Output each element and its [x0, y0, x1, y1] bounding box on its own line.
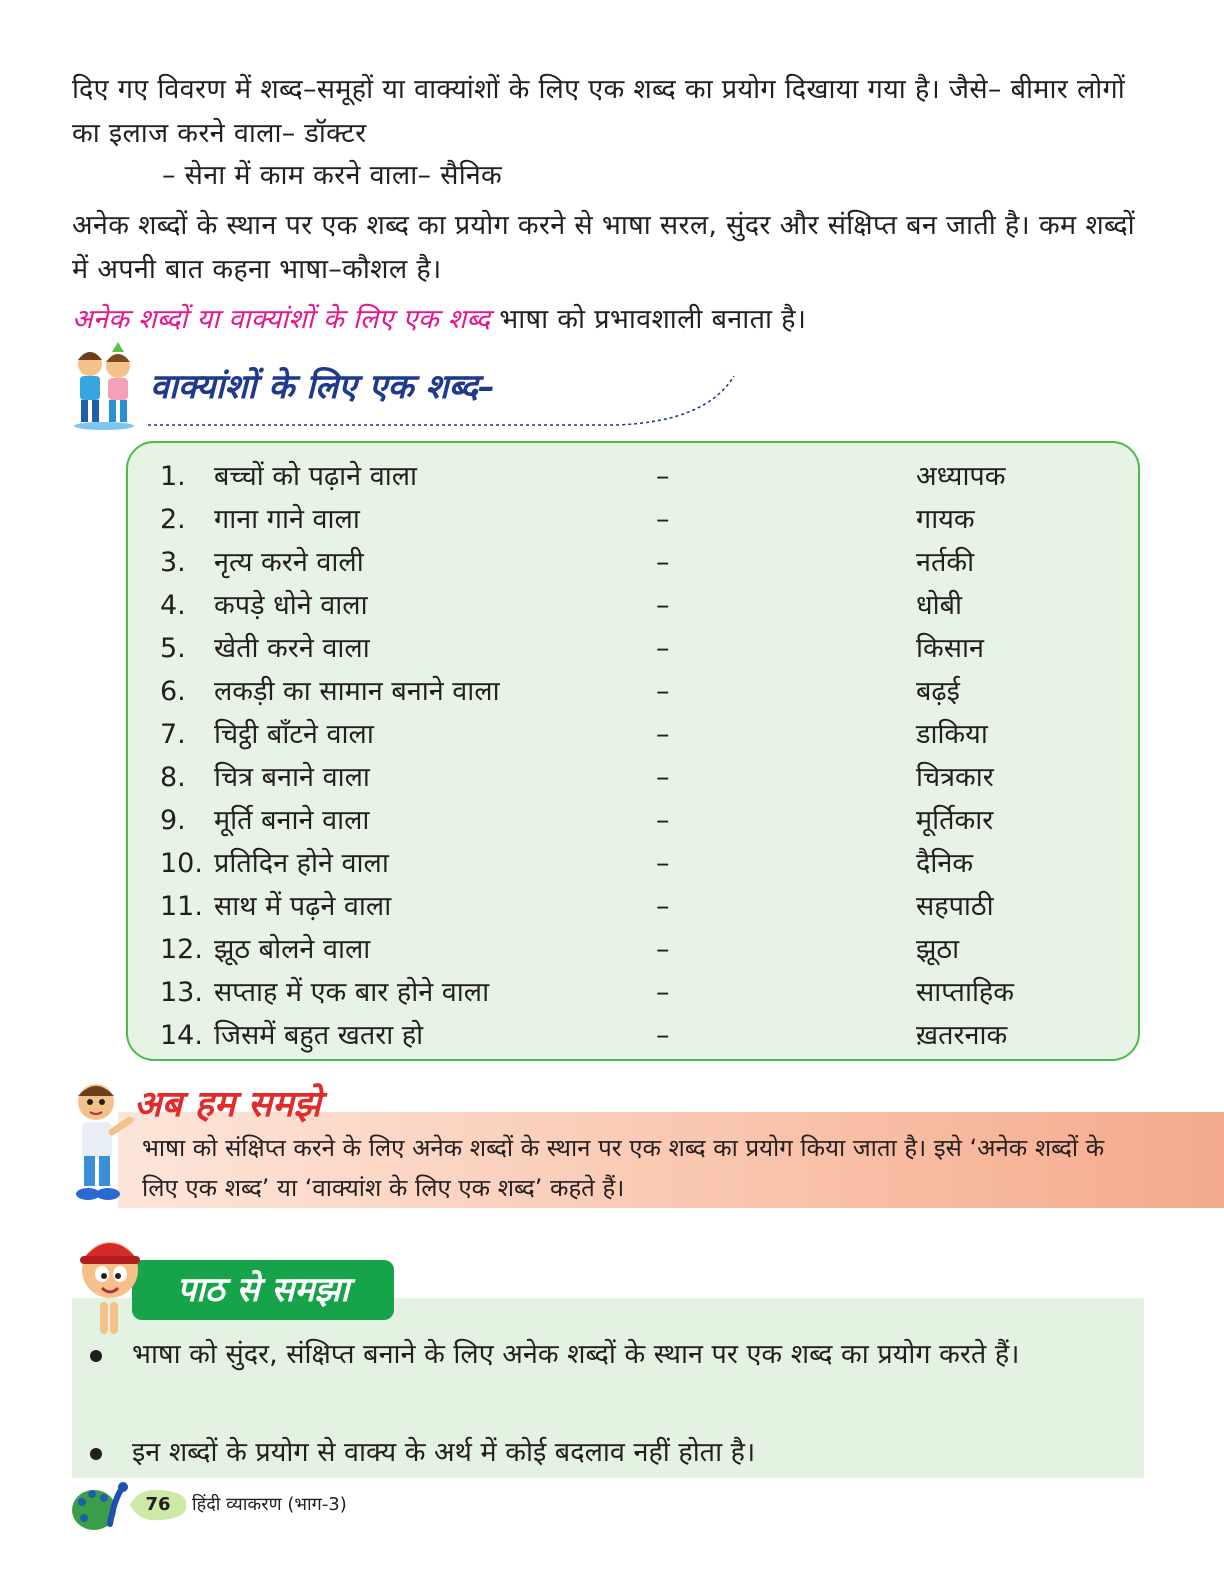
row-phrase: खेती करने वाला	[214, 633, 370, 664]
row-dash: –	[656, 891, 670, 922]
row-phrase: नृत्य करने वाली	[214, 547, 364, 578]
row-dash: –	[656, 805, 670, 836]
table-row	[128, 498, 1138, 541]
row-word: झूठा	[916, 934, 960, 965]
boy-mascot-icon	[66, 1076, 134, 1206]
table-row	[128, 885, 1138, 928]
row-dash: –	[656, 977, 670, 1008]
lesson-bullet-2	[90, 1430, 1140, 1476]
row-number: 3.	[160, 547, 186, 578]
row-dash: –	[656, 1020, 670, 1051]
intro-paragraph-1: दिए गए विवरण में शब्द–समूहों या वाक्यांशों के लिए एक शब्द का प्रयोग दिखाया गया है। जैसे– बीमार लोगों का इलाज करने वाला– डॉक्टर	[72, 74, 1126, 149]
table-row	[128, 928, 1138, 971]
highlight-rest: भाषा को प्रभावशाली बनाता है।	[490, 304, 807, 335]
row-number: 9.	[160, 805, 186, 836]
row-word: अध्यापक	[916, 461, 1006, 492]
lesson-bullet-1	[90, 1332, 1140, 1424]
book-title: हिंदी व्याकरण (भाग-3)	[192, 1494, 347, 1515]
row-word: किसान	[916, 633, 984, 664]
intro-paragraph-2: अनेक शब्दों के स्थान पर एक शब्द का प्रयोग करने से भाषा सरल, सुंदर और संक्षिप्त बन जाती है। कम शब्दों में अपनी बात कहना भाषा–कौशल है।	[72, 210, 1135, 285]
table-row	[128, 455, 1138, 498]
summary-text: भाषा को संक्षिप्त करने के लिए अनेक शब्दों के स्थान पर एक शब्द का प्रयोग किया जाता है। इसे ‘अनेक शब्दों के लिए एक शब्द’ या ‘वाक्यांश के लिए एक शब्द’ कहते हैं।	[142, 1134, 1105, 1202]
row-word: दैनिक	[916, 848, 974, 879]
intro-example-2: – सेना में काम करने वाला– सैनिक	[162, 160, 503, 191]
table-row	[128, 541, 1138, 584]
phrase-word-table	[126, 441, 1140, 1061]
boy-cap-mascot-icon	[74, 1226, 146, 1336]
row-dash: –	[656, 633, 670, 664]
row-phrase: चिट्ठी बाँटने वाला	[214, 719, 374, 750]
row-dash: –	[656, 762, 670, 793]
section-heading: वाक्यांशों के लिए एक शब्द–	[150, 367, 495, 407]
row-word: मूर्तिकार	[916, 805, 994, 836]
row-dash: –	[656, 547, 670, 578]
row-phrase: गाना गाने वाला	[214, 504, 360, 535]
highlight-sentence	[72, 298, 1172, 342]
peacock-icon	[70, 1480, 134, 1534]
row-phrase: लकड़ी का सामान बनाने वाला	[214, 676, 500, 707]
table-row	[128, 627, 1138, 670]
row-word: बढ़ई	[916, 676, 960, 707]
row-word: धोबी	[916, 590, 963, 621]
kids-mascot-icon	[68, 342, 140, 430]
row-number: 14.	[160, 1020, 203, 1051]
table-row	[128, 713, 1138, 756]
row-phrase: बच्चों को पढ़ाने वाला	[214, 461, 418, 492]
row-dash: –	[656, 504, 670, 535]
table-row	[128, 670, 1138, 713]
heading-dotted-underline	[146, 372, 736, 428]
lesson-bullet-text: भाषा को सुंदर, संक्षिप्त बनाने के लिए अनेक शब्दों के स्थान पर एक शब्द का प्रयोग करते हैं।	[132, 1339, 1020, 1370]
row-dash: –	[656, 590, 670, 621]
table-row	[128, 756, 1138, 799]
row-phrase: जिसमें बहुत खतरा हो	[214, 1020, 424, 1051]
row-dash: –	[656, 848, 670, 879]
row-number: 7.	[160, 719, 186, 750]
row-dash: –	[656, 934, 670, 965]
row-word: साप्ताहिक	[916, 977, 1015, 1008]
row-dash: –	[656, 719, 670, 750]
bullet-dot-icon	[90, 1350, 102, 1362]
highlight-phrase: अनेक शब्दों या वाक्यांशों के लिए एक शब्द	[72, 304, 491, 335]
row-number: 4.	[160, 590, 186, 621]
row-dash: –	[656, 676, 670, 707]
bullet-dot-icon	[90, 1448, 102, 1460]
table-row	[128, 1014, 1138, 1057]
row-word: डाकिया	[916, 719, 988, 750]
row-word: नर्तकी	[916, 547, 975, 578]
row-dash: –	[656, 461, 670, 492]
table-row	[128, 799, 1138, 842]
row-number: 10.	[160, 848, 203, 879]
row-word: ख़तरनाक	[916, 1020, 1008, 1051]
row-number: 6.	[160, 676, 186, 707]
table-row	[128, 971, 1138, 1014]
row-number: 1.	[160, 461, 186, 492]
row-phrase: कपड़े धोने वाला	[214, 590, 368, 621]
row-number: 5.	[160, 633, 186, 664]
row-phrase: चित्र बनाने वाला	[214, 762, 370, 793]
lesson-summary-title: पाठ से समझा	[132, 1260, 394, 1320]
row-phrase: मूर्ति बनाने वाला	[214, 805, 370, 836]
row-phrase: झूठ बोलने वाला	[214, 934, 371, 965]
row-number: 2.	[160, 504, 186, 535]
row-word: चित्रकार	[916, 762, 994, 793]
row-phrase: सप्ताह में एक बार होने वाला	[214, 977, 490, 1008]
row-number: 12.	[160, 934, 203, 965]
page-number: 76	[145, 1494, 171, 1515]
row-word: गायक	[916, 504, 975, 535]
summary-title: अब हम समझे	[134, 1084, 321, 1125]
row-number: 8.	[160, 762, 186, 793]
row-phrase: प्रतिदिन होने वाला	[214, 848, 389, 879]
row-phrase: साथ में पढ़ने वाला	[214, 891, 392, 922]
row-word: सहपाठी	[916, 891, 994, 922]
table-row	[128, 584, 1138, 627]
row-number: 13.	[160, 977, 203, 1008]
row-number: 11.	[160, 891, 203, 922]
lesson-bullet-text: इन शब्दों के प्रयोग से वाक्य के अर्थ में कोई बदलाव नहीं होता है।	[132, 1437, 756, 1468]
table-row	[128, 842, 1138, 885]
